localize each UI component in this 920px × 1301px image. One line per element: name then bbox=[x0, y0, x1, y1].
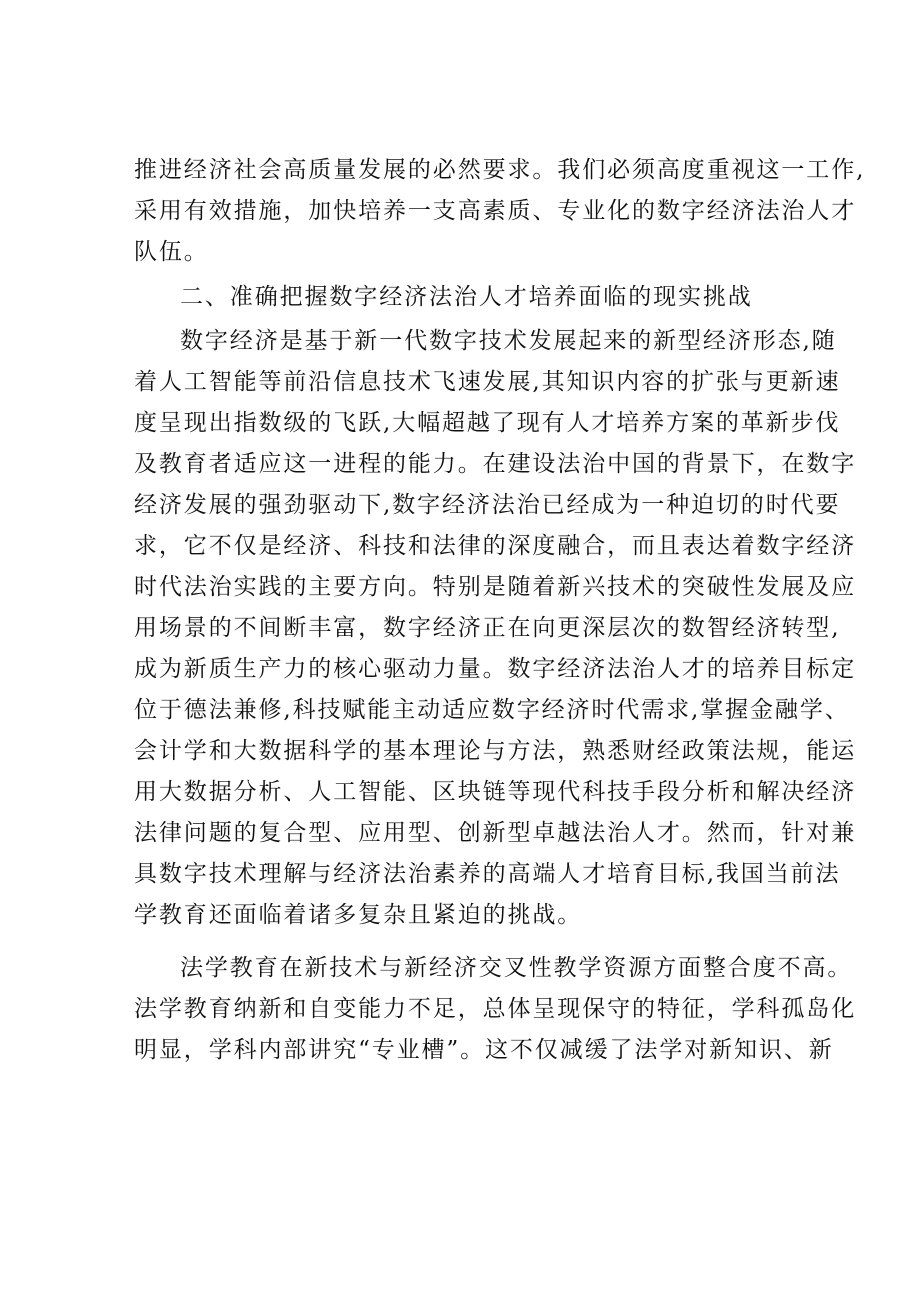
document-body bbox=[134, 150, 866, 1071]
body-paragraph-1 bbox=[134, 321, 857, 936]
text-line: 明显，学科内部讲究“专业槽”。这不仅减缓了法学对新知识、新 bbox=[134, 1037, 834, 1063]
text-line: 数字经济是基于新一代数字技术发展起来的新型经济形态,随 bbox=[180, 328, 837, 354]
text-line: 具数字技术理解与经济法治素养的高端人才培育目标,我国当前法 bbox=[134, 861, 841, 887]
text-line: 队伍。 bbox=[134, 239, 209, 265]
paragraph-gap bbox=[134, 936, 798, 948]
text-line: 度呈现出指数级的飞跃,大幅超越了现有人才培养方案的革新步伐 bbox=[134, 410, 841, 436]
text-line: 法学教育纳新和自变能力不足，总体呈现保守的特征，学科孤岛化 bbox=[134, 996, 857, 1022]
text-line: 位于德法兼修,科技赋能主动适应数字经济时代需求,掌握金融学、 bbox=[134, 697, 850, 723]
text-line: 成为新质生产力的核心驱动力量。数字经济法治人才的培养目标定 bbox=[134, 656, 857, 682]
text-line: 采用有效措施，加快培养一支高素质、专业化的数字经济法治人才 bbox=[134, 198, 857, 224]
text-line: 求，它不仅是经济、科技和法律的深度融合，而且表达着数字经济 bbox=[134, 533, 857, 559]
text-line: 法学教育在新技术与新经济交叉性教学资源方面整合度不高。 bbox=[180, 955, 853, 981]
text-line: 时代法治实践的主要方向。特别是随着新兴技术的突破性发展及应 bbox=[134, 574, 857, 600]
text-line: 经济发展的强劲驱动下,数字经济法治已经成为一种迫切的时代要 bbox=[134, 492, 841, 518]
section-heading: 二、准确把握数字经济法治人才培养面临的现实挑战 bbox=[180, 284, 753, 310]
text-line: 着人工智能等前沿信息技术飞速发展,其知识内容的扩张与更新速 bbox=[134, 369, 841, 395]
text-line: 及教育者适应这一进程的能力。在建设法治中国的背景下，在数字 bbox=[134, 451, 857, 477]
text-line: 学教育还面临着诸多复杂且紧迫的挑战。 bbox=[134, 902, 583, 928]
text-line: 会计学和大数据科学的基本理论与方法，熟悉财经政策法规，能运 bbox=[134, 738, 857, 764]
text-line: 用大数据分析、人工智能、区块链等现代科技手段分析和解决经济 bbox=[134, 779, 857, 805]
body-paragraph-2 bbox=[134, 948, 857, 1071]
text-line: 用场景的不间断丰富，数字经济正在向更深层次的数智经济转型, bbox=[134, 615, 841, 641]
intro-paragraph bbox=[134, 150, 866, 273]
text-line: 法律问题的复合型、应用型、创新型卓越法治人才。然而，针对兼 bbox=[134, 820, 857, 846]
text-line: 推进经济社会高质量发展的必然要求。我们必须高度重视这一工作, bbox=[134, 157, 866, 183]
